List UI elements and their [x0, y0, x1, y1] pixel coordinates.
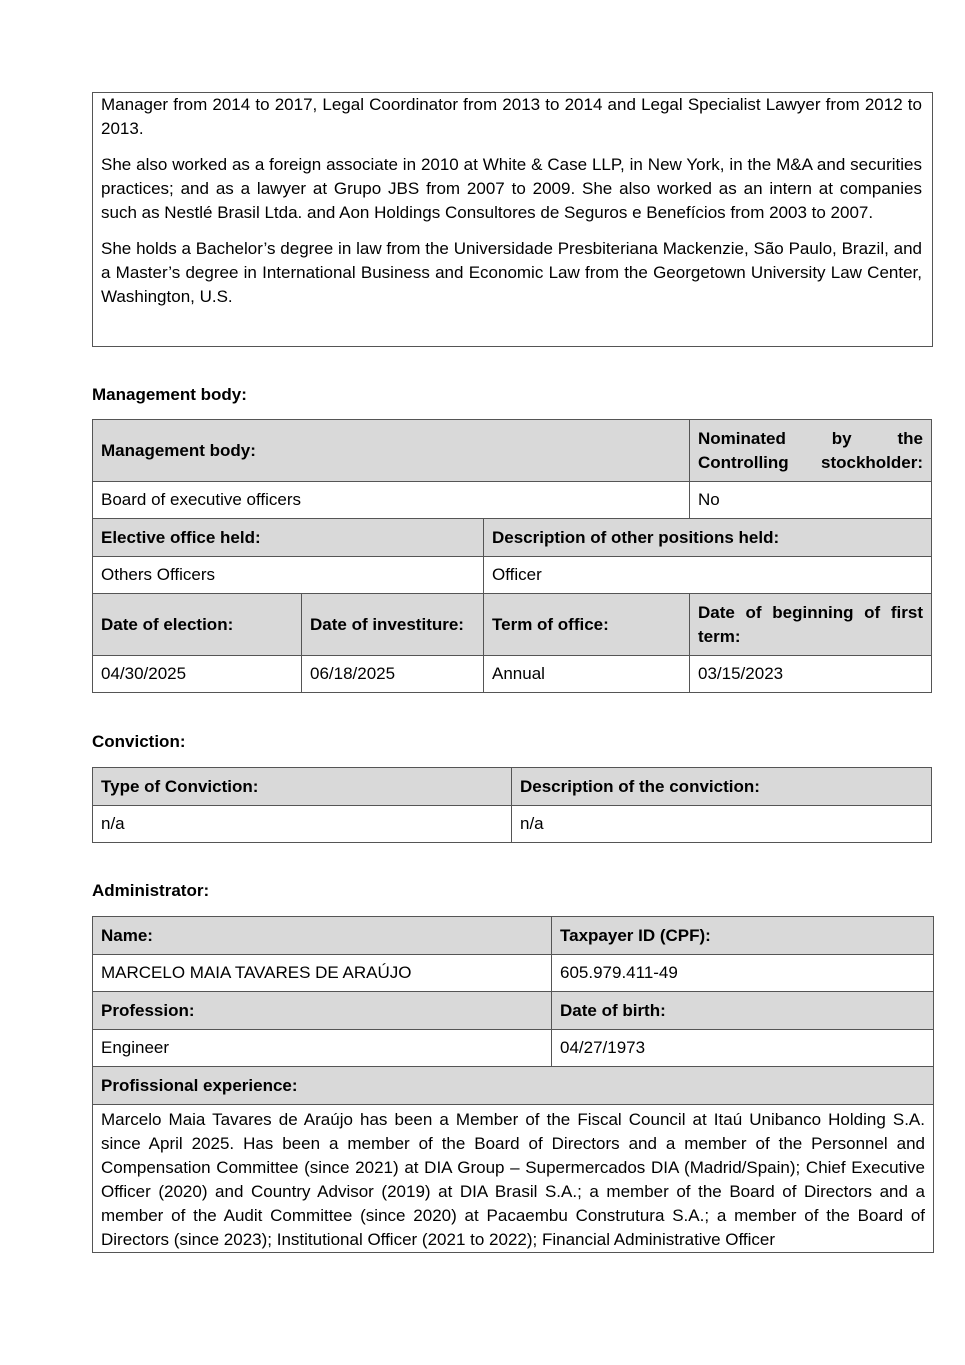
nominated-header: Nominated by the Controlling stockholder:	[690, 420, 932, 482]
name-header: Name:	[93, 917, 552, 955]
biography-paragraph: Manager from 2014 to 2017, Legal Coordinator from 2013 to 2014 and Legal Specialist Lawyer from 2012 to 2013.	[101, 95, 922, 138]
management-section-title: Management body:	[92, 385, 247, 404]
election-date-header: Date of election:	[93, 594, 302, 656]
cpf-value: 605.979.411-49	[552, 955, 934, 992]
management-body-value: Board of executive officers	[93, 482, 690, 519]
management-table	[92, 419, 932, 693]
other-positions-header: Description of other positions held:	[484, 519, 932, 557]
experience-header: Profissional experience:	[93, 1067, 934, 1105]
management-body-header: Management body:	[93, 420, 690, 482]
conviction-type-value: n/a	[93, 806, 512, 843]
term-value: Annual	[484, 656, 690, 693]
first-term-header: Date of beginning of first term:	[690, 594, 932, 656]
experience-cell	[93, 1105, 934, 1253]
election-date-value: 04/30/2025	[93, 656, 302, 693]
administrator-section-title: Administrator:	[92, 881, 210, 900]
elective-office-header: Elective office held:	[93, 519, 484, 557]
term-header: Term of office:	[484, 594, 690, 656]
conviction-type-header: Type of Conviction:	[93, 768, 512, 806]
biography-box	[92, 92, 933, 347]
conviction-description-header: Description of the conviction:	[512, 768, 932, 806]
conviction-section-title: Conviction:	[92, 732, 186, 751]
experience-text: Marcelo Maia Tavares de Araújo has been a Member of the Fiscal Council at Itaú Unibanco Holding S.A. since April 2025. Has been a member of the Board of Directors and a member of the Personnel and Compensation Committee (since 2021) at DIA Group – Supermercados DIA (Madrid/Spain); Chief Executive Officer (2020) and Country Advisor (2019) at DIA Brasil S.A.; a member of the Board of Directors and a member of the Audit Committee (since 2020) at Pacaembu Construtura S.A.; a member of the Board of Directors (since 2023); Institutional Officer (2021 to 2022); Financial Administrative Officer	[101, 1110, 925, 1249]
conviction-table	[92, 767, 932, 843]
nominated-value: No	[690, 482, 932, 519]
profession-header: Profession:	[93, 992, 552, 1030]
first-term-value: 03/15/2023	[690, 656, 932, 693]
cpf-header: Taxpayer ID (CPF):	[552, 917, 934, 955]
conviction-description-value: n/a	[512, 806, 932, 843]
investiture-date-header: Date of investiture:	[302, 594, 484, 656]
elective-office-value: Others Officers	[93, 557, 484, 594]
biography-paragraph: She also worked as a foreign associate in 2010 at White & Case LLP, in New York, in the M&A and securities practices; and as a lawyer at Grupo JBS from 2007 to 2009. She also worked as an intern at companies such as Nestlé Brasil Ltda. and Aon Holdings Consultores de Seguros e Benefícios from 2003 to 2007.	[101, 155, 922, 222]
other-positions-value: Officer	[484, 557, 932, 594]
investiture-date-value: 06/18/2025	[302, 656, 484, 693]
biography-paragraph: She holds a Bachelor’s degree in law from the Universidade Presbiteriana Mackenzie, São Paulo, Brazil, and a Master’s degree in International Business and Economic Law from the Georgetown University Law Center, Washington, U.S.	[101, 239, 922, 306]
birth-date-header: Date of birth:	[552, 992, 934, 1030]
administrator-table	[92, 916, 934, 1253]
name-value: MARCELO MAIA TAVARES DE ARAÚJO	[93, 955, 552, 992]
profession-value: Engineer	[93, 1030, 552, 1067]
birth-date-value: 04/27/1973	[552, 1030, 934, 1067]
